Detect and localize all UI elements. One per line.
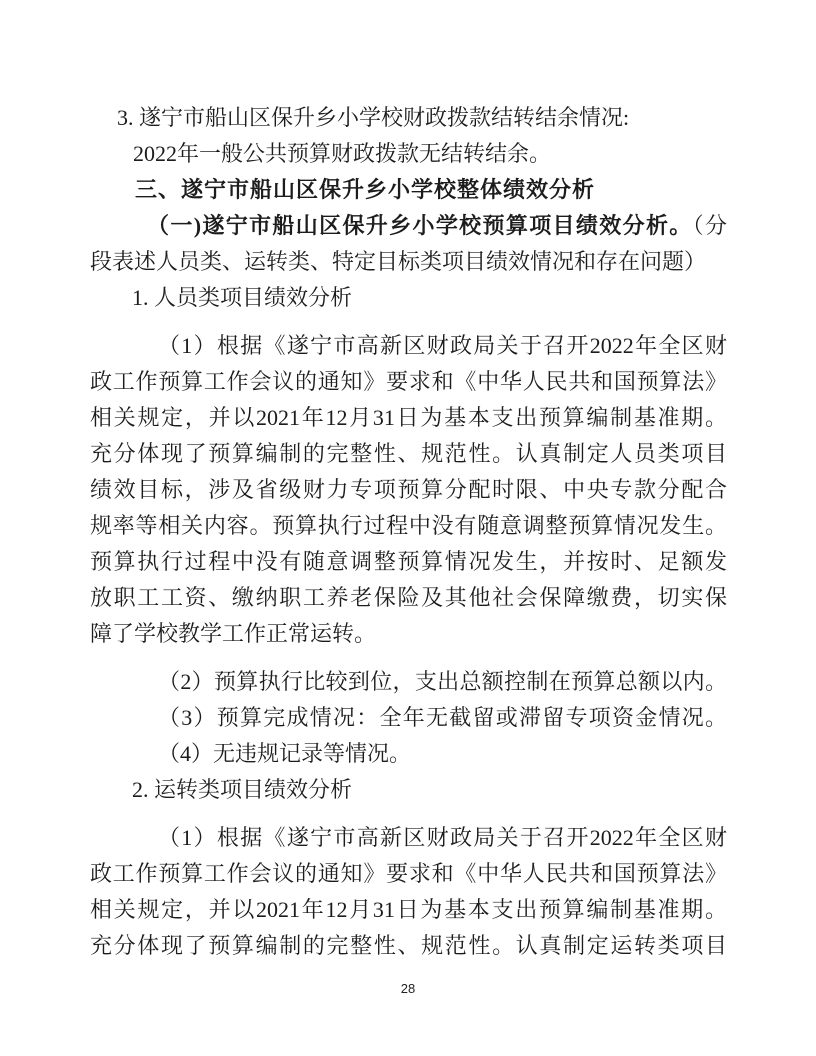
para-personnel-line-5: 绩效目标，涉及省级财力专项预算分配时限、中央专款分配合 [90,477,727,502]
line-item-1-personnel: 1. 人员类项目绩效分析 [132,285,353,310]
para-personnel-line-9: 障了学校教学工作正常运转。 [90,621,377,646]
para-personnel-line-6: 规率等相关内容。预算执行过程中没有随意调整预算情况发生。 [90,513,727,538]
line-carryover-detail: 2022年一般公共预算财政拨款无结转结余。 [133,141,552,166]
line-carryover-item: 3. 遂宁市船山区保升乡小学校财政拨款结转结余情况: [117,105,630,130]
para-operations-line-4: 充分体现了预算编制的完整性、规范性。认真制定运转类项目 [90,933,727,958]
page-number: 28 [400,981,416,996]
para-personnel-line-1: （1）根据《遂宁市高新区财政局关于召开2022年全区财 [158,333,727,358]
heading-section-three: 三、遂宁市船山区保升乡小学校整体绩效分析 [135,177,596,202]
para-operations-line-3: 相关规定，并以2021年12月31日为基本支出预算编制基准期。 [90,897,727,922]
para-personnel-line-8: 放职工工资、缴纳职工养老保险及其他社会保障缴费，切实保 [90,585,727,610]
heading-subsection-one [90,208,727,244]
para-personnel-line-2: 政工作预算工作会议的通知》要求和《中华人民共和国预算法》 [90,369,727,394]
para-personnel-line-7: 预算执行过程中没有随意调整预算情况发生，并按时、足额发 [90,549,727,574]
line-subsection-note: 段表述人员类、运转类、特定目标类项目绩效情况和存在问题） [90,249,707,274]
para-personnel-line-3: 相关规定，并以2021年12月31日为基本支出预算编制基准期。 [90,405,727,430]
heading-subsection-one-bold: （一)遂宁市船山区保升乡小学校预算项目绩效分析。 [147,213,693,238]
para-personnel-line-4: 充分体现了预算编制的完整性、规范性。认真制定人员类项目 [90,441,727,466]
para-operations-line-1: （1）根据《遂宁市高新区财政局关于召开2022年全区财 [158,825,727,850]
line-item-3-budget-completion: （3）预算完成情况：全年无截留或滞留专项资金情况。 [158,705,727,730]
line-item-2-operations: 2. 运转类项目绩效分析 [132,777,353,802]
line-item-4-no-violation: （4）无违规记录等情况。 [158,741,412,766]
document-body [90,100,727,964]
para-operations-line-2: 政工作预算工作会议的通知》要求和《中华人民共和国预算法》 [90,861,727,886]
heading-subsection-one-note-start: （分 [692,213,727,238]
line-item-2-budget-execution: （2）预算执行比较到位，支出总额控制在预算总额以内。 [158,669,727,694]
